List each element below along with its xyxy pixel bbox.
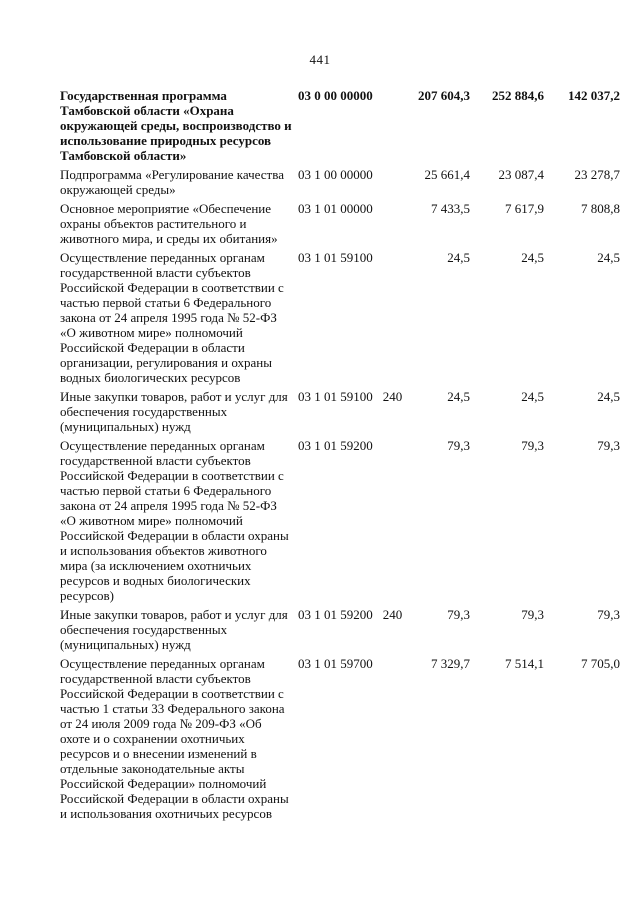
row-code-value: 03 0 00 00000 xyxy=(298,88,373,103)
row-code xyxy=(298,167,373,182)
row-name: Иные закупки товаров, работ и услуг для обеспечения государственных (муниципальных) нужд xyxy=(60,607,288,652)
row-code xyxy=(298,389,402,404)
row-code xyxy=(298,438,373,453)
row-code-value: 03 1 01 00000 xyxy=(298,201,373,216)
row-amount-1: 24,5 xyxy=(447,250,470,265)
row-code-value: 03 1 01 59700 xyxy=(298,656,373,671)
row-amount-2: 7 617,9 xyxy=(505,201,544,216)
table-row xyxy=(60,201,620,246)
table-row xyxy=(60,88,620,163)
row-amount-3: 79,3 xyxy=(597,438,620,453)
row-code-value: 03 1 01 59200 xyxy=(298,607,373,622)
table-row xyxy=(60,607,620,652)
row-expense-type: 240 xyxy=(382,389,403,404)
row-name: Иные закупки товаров, работ и услуг для обеспечения государственных (муниципальных) нужд xyxy=(60,389,288,434)
row-name: Основное мероприятие «Обеспечение охраны объектов растительного и животного мира, и среды их обитания» xyxy=(60,201,278,246)
row-code xyxy=(298,656,373,671)
table-row xyxy=(60,389,620,434)
row-amount-3: 79,3 xyxy=(597,607,620,622)
row-code-value: 03 1 01 59100 xyxy=(298,389,373,404)
row-amount-2: 24,5 xyxy=(521,389,544,404)
row-amount-3: 7 705,0 xyxy=(581,656,620,671)
table-row xyxy=(60,656,620,821)
row-amount-1: 79,3 xyxy=(447,607,470,622)
row-amount-3: 24,5 xyxy=(597,389,620,404)
row-amount-1: 24,5 xyxy=(447,389,470,404)
table-row xyxy=(60,438,620,603)
row-code-value: 03 1 01 59100 xyxy=(298,250,373,265)
row-code xyxy=(298,250,373,265)
row-code xyxy=(298,607,402,622)
row-amount-2: 24,5 xyxy=(521,250,544,265)
row-amount-1: 79,3 xyxy=(447,438,470,453)
row-expense-type: 240 xyxy=(382,607,403,622)
row-amount-2: 23 087,4 xyxy=(498,167,544,182)
row-code-value: 03 1 01 59200 xyxy=(298,438,373,453)
row-amount-1: 7 329,7 xyxy=(431,656,470,671)
page-number: 441 xyxy=(309,52,331,67)
row-amount-3: 142 037,2 xyxy=(568,88,620,103)
row-name: Осуществление переданных органам государственной власти субъектов Российской Федерации в соответствии с частью 1 статьи 33 Федерального закона от 24 июля 2009 года № 209-ФЗ «Об охоте и о сохранении охотничьих ресурсов и о внесении изменений в отдельные законодательные акты Российской Федерации» полномочий Российской Федерации в области охраны и использования охотничьих ресурсов xyxy=(60,656,289,821)
row-amount-1: 25 661,4 xyxy=(424,167,470,182)
row-code xyxy=(298,201,373,216)
row-amount-3: 24,5 xyxy=(597,250,620,265)
row-amount-3: 23 278,7 xyxy=(574,167,620,182)
row-name: Государственная программа Тамбовской области «Охрана окружающей среды, воспроизводство и использование природных ресурсов Тамбовской области» xyxy=(60,88,292,163)
row-amount-2: 79,3 xyxy=(521,438,544,453)
row-amount-1: 7 433,5 xyxy=(431,201,470,216)
table-row xyxy=(60,167,620,197)
row-name: Осуществление переданных органам государственной власти субъектов Российской Федерации в соответствии с частью первой статьи 6 Федерального закона от 24 апреля 1995 года № 52-ФЗ «О животном мире» полномочий Российской Федерации в области охраны и использования объектов животного мира (за исключением охотничьих ресурсов и водных биологических ресурсов) xyxy=(60,438,289,603)
row-amount-2: 252 884,6 xyxy=(492,88,544,103)
row-amount-3: 7 808,8 xyxy=(581,201,620,216)
row-name: Осуществление переданных органам государственной власти субъектов Российской Федерации в соответствии с частью первой статьи 6 Федерального закона от 24 апреля 1995 года № 52-ФЗ «О животном мире» полномочий Российской Федерации в области организации, регулирования и охраны водных биологических ресурсов xyxy=(60,250,284,385)
row-amount-2: 79,3 xyxy=(521,607,544,622)
row-amount-1: 207 604,3 xyxy=(418,88,470,103)
table-row xyxy=(60,250,620,385)
row-code-value: 03 1 00 00000 xyxy=(298,167,373,182)
row-name: Подпрограмма «Регулирование качества окружающей среды» xyxy=(60,167,284,197)
row-code xyxy=(298,88,373,103)
budget-table xyxy=(60,88,620,825)
row-amount-2: 7 514,1 xyxy=(505,656,544,671)
